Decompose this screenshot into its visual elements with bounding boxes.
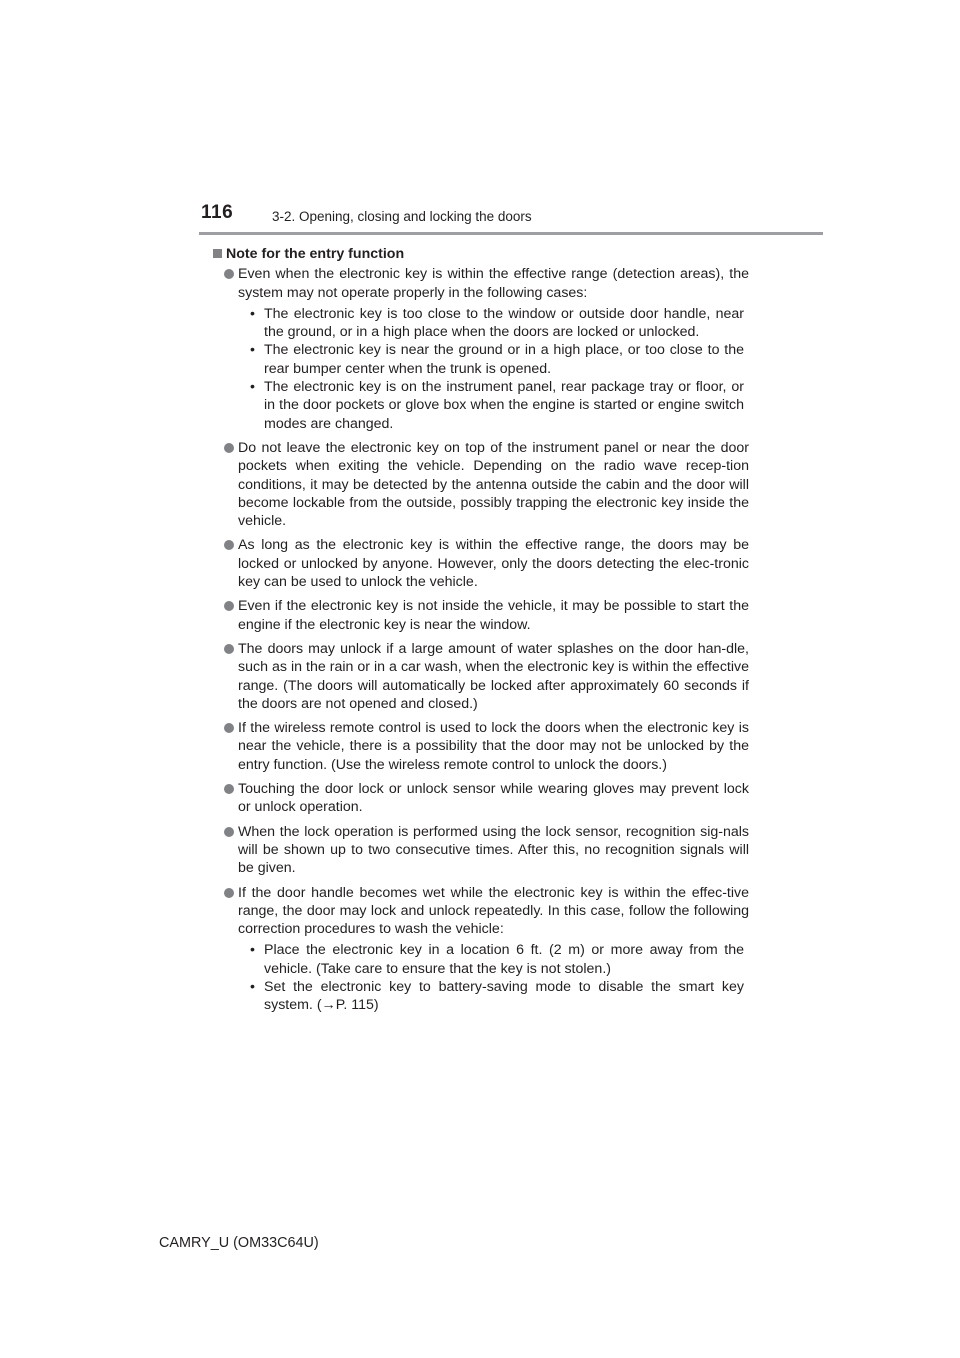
note-item-text: When the lock operation is performed using the lock sensor, recognition sig-nals will be shown up to two consecutive times. After this, no recognition signals will be given. [238, 823, 749, 877]
circle-bullet-icon [224, 443, 234, 453]
sub-list-item [238, 305, 744, 342]
small-dot-bullet-icon: • [250, 942, 255, 959]
circle-bullet-icon [224, 723, 234, 733]
circle-bullet-icon [224, 888, 234, 898]
square-bullet-icon [213, 249, 222, 258]
note-item-text: Do not leave the electronic key on top of the instrument panel or near the door pockets when exiting the vehicle. Depending on the radio wave recep-tion conditions, it may be detected by the antenna outside the cabin and the door will become lockable from the outside, possibly trapping the electronic key inside the vehicle. [238, 439, 749, 530]
circle-bullet-icon [224, 784, 234, 794]
section-title: 3-2. Opening, closing and locking the doors [272, 209, 532, 224]
sub-item-text: Place the electronic key in a location 6 ft. (2 m) or more away from the vehicle. (Take care to ensure that the key is not stolen.) [264, 942, 744, 977]
sub-list-item [238, 341, 744, 378]
sub-item-text: The electronic key is too close to the window or outside door handle, near the ground, or in a high place when the doors are locked or unlocked. [264, 305, 744, 341]
circle-bullet-icon [224, 540, 234, 550]
note-item-text: If the door handle becomes wet while the electronic key is within the effec-tive range, the door may lock and unlock repeatedly. In this case, follow the following correction procedures to wash the vehicle: [238, 884, 749, 938]
sub-list-item [238, 941, 744, 978]
note-item-text: The doors may unlock if a large amount of water splashes on the door han-dle, such as in the rain or in a car wash, when the electronic key is within the effective range. (The doors will automatically be locked after approximately 60 seconds if the doors are not opened and closed.) [238, 640, 749, 712]
circle-bullet-icon [224, 269, 234, 279]
note-list-item [213, 719, 749, 774]
note-item-text: Touching the door lock or unlock sensor while wearing gloves may prevent lock or unlock operation. [238, 781, 749, 816]
note-list-item [213, 439, 749, 530]
note-item-text: As long as the electronic key is within the effective range, the doors may be locked or unlocked by anyone. However, only the doors detecting the elec-tronic key can be used to unlock the vehicle. [238, 537, 749, 591]
note-list-item [213, 780, 749, 817]
footer-model-code: CAMRY_U (OM33C64U) [159, 1235, 319, 1251]
circle-bullet-icon [224, 644, 234, 654]
sub-item-list [238, 941, 749, 1014]
circle-bullet-icon [224, 601, 234, 611]
circle-bullet-icon [224, 827, 234, 837]
note-list-item [213, 536, 749, 591]
note-list-item [213, 265, 749, 433]
note-item-text: If the wireless remote control is used to lock the doors when the electronic key is near the vehicle, there is a possibility that the door may not be unlocked by the entry function. (Use the wireless remote control to unlock the doors.) [238, 720, 749, 773]
small-dot-bullet-icon: • [250, 305, 255, 322]
note-section [213, 245, 749, 1021]
small-dot-bullet-icon: • [250, 978, 255, 995]
note-list-item [213, 597, 749, 634]
note-list-item [213, 823, 749, 878]
sub-item-text: Set the electronic key to battery-saving mode to disable the smart key system. (→P. 115) [264, 978, 744, 1014]
header-divider [199, 232, 823, 235]
note-list-item [213, 884, 749, 1015]
note-heading [213, 245, 749, 263]
note-heading-text: Note for the entry function [226, 246, 405, 262]
sub-item-list [238, 305, 749, 433]
note-list-item [213, 640, 749, 713]
small-dot-bullet-icon: • [250, 379, 255, 396]
sub-item-text: The electronic key is on the instrument panel, rear package tray or floor, or in the door pockets or glove box when the engine is started or engine switch modes are changed. [264, 379, 744, 432]
sub-list-item [238, 978, 744, 1015]
note-item-text: Even when the electronic key is within the effective range (detection areas), the system may not operate properly in the following cases: [238, 266, 749, 301]
page-header [199, 202, 823, 232]
page-number: 116 [201, 202, 234, 223]
small-dot-bullet-icon: • [250, 342, 255, 359]
sub-list-item [238, 378, 744, 433]
sub-item-text: The electronic key is near the ground or in a high place, or too close to the rear bumper center when the trunk is opened. [264, 342, 744, 377]
note-item-list [213, 265, 749, 1014]
note-item-text: Even if the electronic key is not inside the vehicle, it may be possible to start the engine if the electronic key is near the window. [238, 598, 749, 633]
